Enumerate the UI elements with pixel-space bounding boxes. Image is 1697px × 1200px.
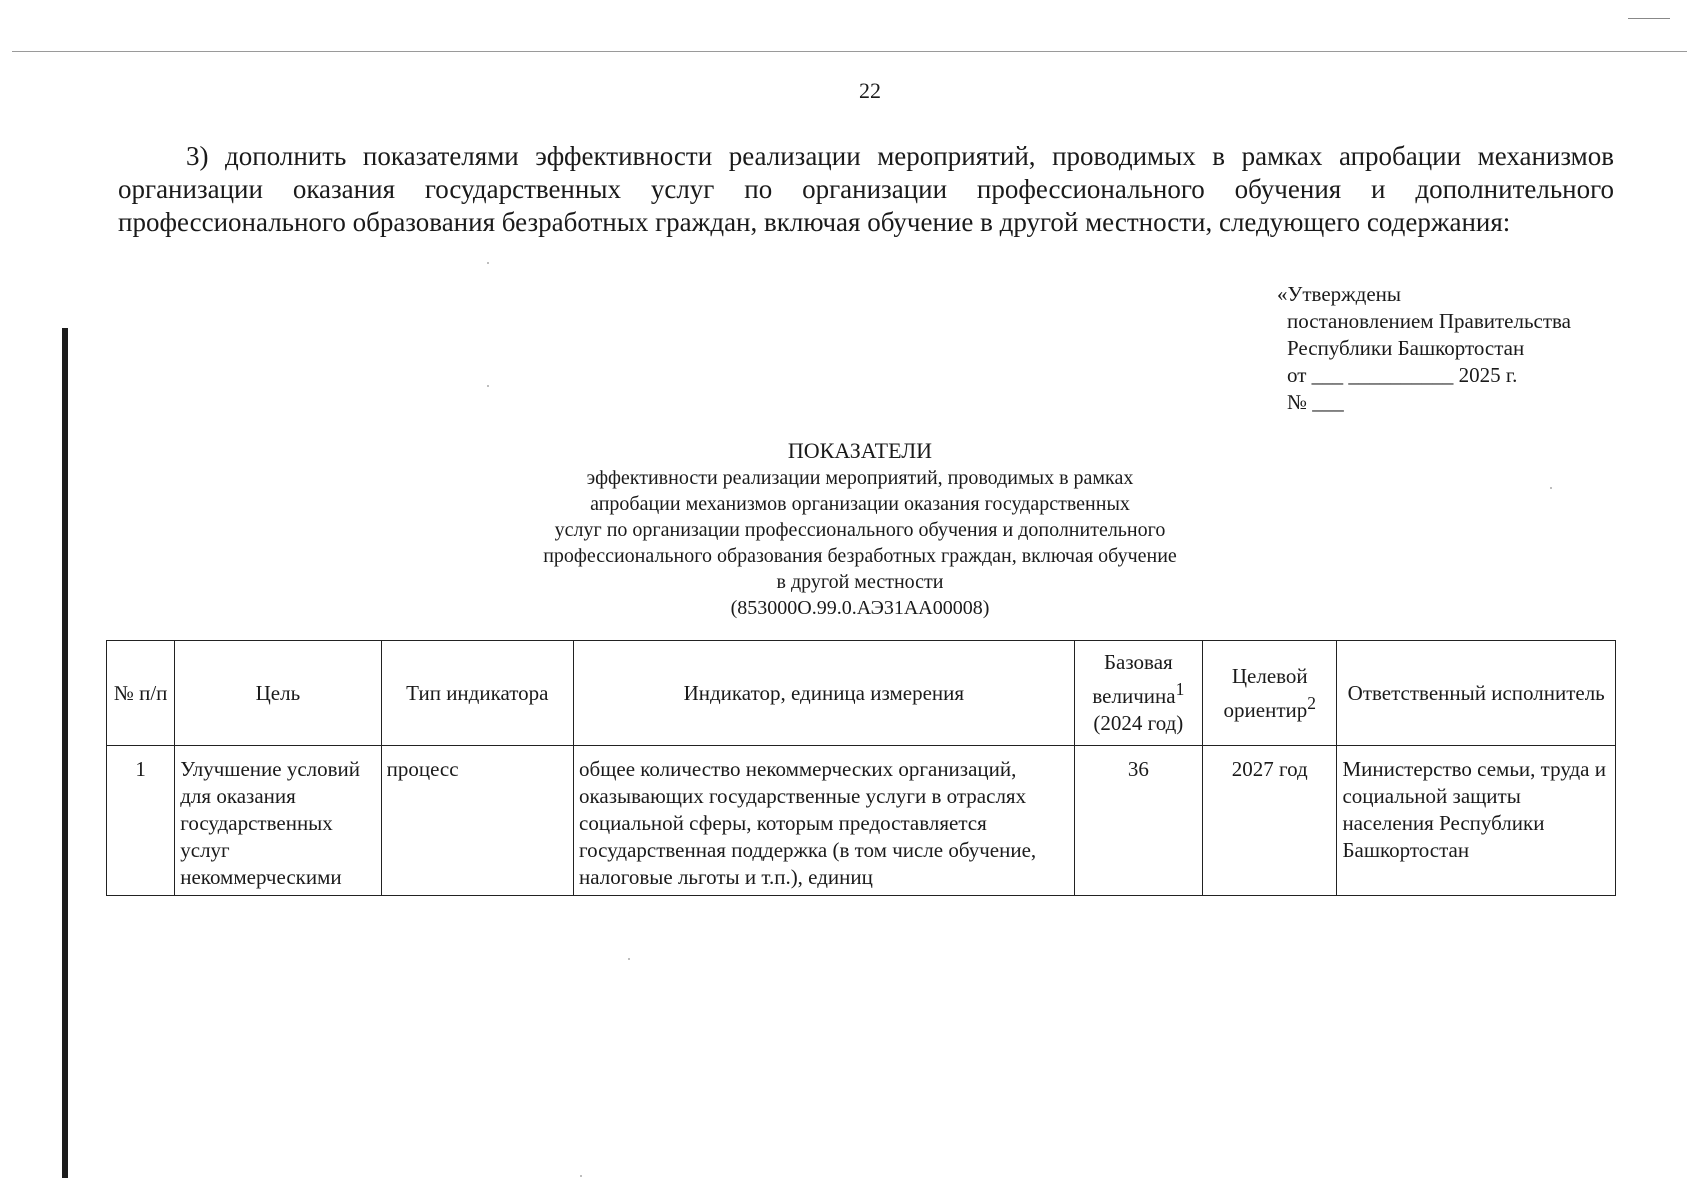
header-base-year: (2024 год) xyxy=(1093,711,1184,735)
cell-num: 1 xyxy=(107,746,175,896)
scan-left-bar xyxy=(62,328,68,1178)
approval-line: «Утверждены xyxy=(1277,282,1402,306)
cell-type: процесс xyxy=(381,746,573,896)
heading-line: апробации механизмов организации оказания государственных xyxy=(590,493,1130,515)
approval-line: № ___ xyxy=(1287,390,1344,414)
document-heading xyxy=(455,437,1265,621)
header-target-label: Целевой ориентир xyxy=(1223,663,1308,722)
header-indicator: Индикатор, единица измерения xyxy=(574,641,1075,746)
header-goal: Цель xyxy=(175,641,381,746)
scan-speck xyxy=(487,262,489,264)
scan-speck xyxy=(580,1175,582,1177)
approval-line: Республики Башкортостан xyxy=(1287,336,1525,360)
cell-base-value: 36 xyxy=(1074,746,1202,896)
table-header-row xyxy=(107,641,1616,746)
header-base-value xyxy=(1074,641,1202,746)
cell-indicator: общее количество некоммерческих организаций, оказывающих государственные услуги в отраслях социальной сферы, которым предоставляется государственная поддержка (в том числе обучение, налоговые льготы и т.п.), единиц xyxy=(574,746,1075,896)
cell-executor: Министерство семьи, труда и социальной защиты населения Республики Башкортостан xyxy=(1337,746,1616,896)
header-target xyxy=(1203,641,1337,746)
heading-line: услуг по организации профессионального обучения и дополнительного xyxy=(554,519,1166,541)
heading-title: ПОКАЗАТЕЛИ xyxy=(787,438,933,463)
footnote-mark-2: 2 xyxy=(1307,692,1316,713)
heading-code: (853000О.99.0.АЭ31АА00008) xyxy=(730,597,990,619)
scan-top-border xyxy=(12,51,1687,52)
page-number: 22 xyxy=(859,78,881,103)
approval-line: постановлением Правительства xyxy=(1287,309,1572,333)
scan-speck xyxy=(487,385,489,387)
heading-line: в другой местности xyxy=(776,571,944,593)
header-type: Тип индикатора xyxy=(381,641,573,746)
header-base-label: Базовая величина xyxy=(1092,650,1176,708)
scan-speck xyxy=(1550,487,1552,489)
approval-line: от ___ __________ 2025 г. xyxy=(1287,363,1518,387)
heading-line: профессионального образования безработных граждан, включая обучение xyxy=(543,545,1177,567)
scan-corner-mark xyxy=(1628,18,1670,19)
scan-speck xyxy=(628,958,630,960)
footnote-mark-1: 1 xyxy=(1175,679,1185,699)
table-row xyxy=(107,746,1616,896)
heading-line: эффективности реализации мероприятий, проводимых в рамках xyxy=(586,467,1134,489)
cell-goal: Улучшение условий для оказания государственных услуг некоммерческими xyxy=(175,746,381,896)
approval-stamp xyxy=(1277,281,1571,416)
header-executor: Ответственный исполнитель xyxy=(1337,641,1616,746)
indicators-table xyxy=(106,640,1616,896)
intro-paragraph: 3) дополнить показателями эффективности реализации мероприятий, проводимых в рамках апробации механизмов организации оказания государственных услуг по организации профессионального обучения и дополнительного профессионального образования безработных граждан, включая обучение в другой местности, следующего содержания: xyxy=(118,141,1614,237)
cell-target: 2027 год xyxy=(1203,746,1337,896)
header-num: № п/п xyxy=(107,641,175,746)
